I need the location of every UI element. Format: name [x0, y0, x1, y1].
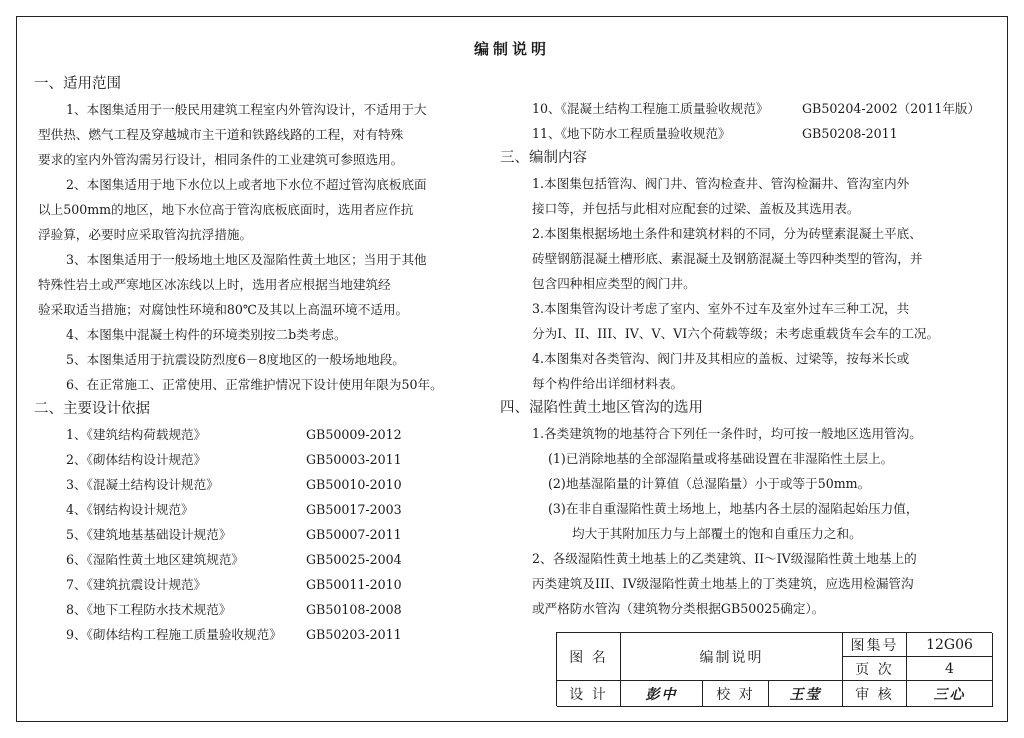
reference-item [34, 522, 489, 547]
design-signature: 彭中 [621, 681, 703, 707]
text-line: 接口等，并包括与此相对应配套的过梁、盖板及其选用表。 [532, 201, 860, 216]
text-line: 分为I、II、III、IV、V、VI六个荷载等级；未考虑重载货车会车的工况。 [532, 326, 940, 341]
reference-name: 5、《建筑地基基础设计规范》 [66, 527, 232, 542]
text-line: 4.本图集对各类管沟、阀门井及其相应的盖板、过梁等，按每米长或 [532, 351, 910, 366]
text-line: (1)已消除地基的全部湿陷量或将基础设置在非湿陷性土层上。 [548, 451, 894, 466]
reference-item [34, 472, 489, 497]
review-signature: 三心 [907, 681, 993, 707]
reference-code: GB50017-2003 [306, 502, 402, 517]
left-column [34, 72, 489, 647]
text-line: 1.本图集包括管沟、阀门井、管沟检查井、管沟检漏井、管沟室内外 [532, 176, 910, 191]
reference-code: GB50010-2010 [306, 477, 402, 492]
text-line: 砖壁钢筋混凝土槽形底、素混凝土及钢筋混凝土等四种类型的管沟，并 [532, 251, 923, 266]
atlas-number-label: 图集号 [843, 633, 907, 657]
text-line: 6、在正常施工、正常使用、正常维护情况下设计使用年限为50年。 [66, 377, 443, 392]
reference-name: 3、《混凝土结构设计规范》 [66, 477, 219, 492]
reference-code: GB50108-2008 [306, 602, 402, 617]
text-line: 2、本图集适用于地下水位以上或者地下水位不超过管沟底板底面 [66, 177, 427, 192]
reference-name: 4、《钢结构设计规范》 [66, 502, 194, 517]
reference-code: GB50203-2011 [306, 627, 402, 642]
reference-item [34, 422, 489, 447]
right-column [500, 96, 990, 621]
reference-item [34, 447, 489, 472]
reference-code: GB50003-2011 [306, 452, 402, 467]
reference-name: 1、《建筑结构荷载规范》 [66, 427, 207, 442]
page-label: 页 次 [843, 657, 907, 681]
reference-name: 10、《混凝土结构工程施工质量验收规范》 [532, 101, 769, 116]
page-title: 编制说明 [473, 40, 550, 58]
text-line: 3.本图集管沟设计考虑了室内、室外不过车及室外过车三种工况，共 [532, 301, 910, 316]
text-line: (3)在非自重湿陷性黄土场地上，地基内各土层的湿陷起始压力值， [548, 501, 919, 516]
page-number: 4 [907, 657, 993, 681]
reference-name: 6、《湿陷性黄土地区建筑规范》 [66, 552, 245, 567]
basis-refs-continued [500, 96, 990, 146]
text-line: 包含四种相应类型的阀门井。 [532, 276, 696, 291]
review-label: 审 核 [843, 681, 907, 707]
text-line: 或严格防水管沟（建筑物分类根据GB50025确定）。 [532, 601, 825, 616]
section-heading-scope: 一、适用范围 [34, 76, 121, 92]
drawing-name: 编制说明 [621, 633, 843, 681]
section-heading-content: 三、编制内容 [500, 150, 587, 166]
section-heading-loess: 四、湿陷性黄土地区管沟的选用 [500, 400, 703, 416]
scope-lines [34, 97, 489, 397]
text-line: 4、本图集中混凝土构件的环境类别按二b类考虑。 [66, 327, 347, 342]
text-line: 5、本图集适用于抗震设防烈度6－8度地区的一般场地地段。 [66, 352, 405, 367]
reference-item [34, 547, 489, 572]
reference-item [500, 121, 990, 146]
text-line: 以上500mm的地区，地下水位高于管沟底板底面时，选用者应作抗 [38, 202, 414, 217]
text-line: 2、各级湿陷性黄土地基上的乙类建筑、II～IV级湿陷性黄土地基上的 [532, 551, 917, 566]
reference-code: GB50011-2010 [306, 577, 402, 592]
text-line: 浮验算，必要时应采取管沟抗浮措施。 [38, 227, 253, 242]
text-line: 2.本图集根据场地土条件和建筑材料的不同，分为砖壁素混凝土平底、 [532, 226, 922, 241]
text-line: 特殊性岩土或严寒地区冰冻线以上时，选用者应根据当地建筑经 [38, 277, 391, 292]
text-line: 每个构件给出详细材料表。 [532, 376, 684, 391]
atlas-number: 12G06 [907, 633, 993, 657]
loess-lines [500, 421, 990, 621]
text-line: 1、本图集适用于一般民用建筑工程室内外管沟设计，不适用于大 [66, 102, 427, 117]
basis-refs [34, 422, 489, 647]
drawing-name-label: 图 名 [557, 633, 621, 681]
reference-code: GB50025-2004 [306, 552, 402, 567]
design-label: 设 计 [557, 681, 621, 707]
reference-name: 2、《砌体结构设计规范》 [66, 452, 207, 467]
reference-code: GB50009-2012 [306, 427, 402, 442]
reference-item [34, 497, 489, 522]
title-block [556, 632, 992, 706]
text-line: 1.各类建筑物的地基符合下列任一条件时，均可按一般地区选用管沟。 [532, 426, 922, 441]
text-line: 均大于其附加压力与上部覆土的饱和自重压力之和。 [572, 526, 862, 541]
reference-name: 9、《砌体结构工程施工质量验收规范》 [66, 627, 282, 642]
reference-item [34, 572, 489, 597]
text-line: 要求的室内外管沟需另行设计，相同条件的工业建筑可参照选用。 [38, 152, 404, 167]
reference-name: 11、《地下防水工程质量验收规范》 [532, 126, 731, 141]
reference-item [34, 597, 489, 622]
text-line: 型供热、燃气工程及穿越城市主干道和铁路线路的工程，对有特殊 [38, 127, 404, 142]
reference-code: GB50204-2002（2011年版） [802, 101, 981, 116]
reference-item [500, 96, 990, 121]
text-line: 3、本图集适用于一般场地土地区及湿陷性黄土地区；当用于其他 [66, 252, 427, 267]
reference-code: GB50007-2011 [306, 527, 402, 542]
check-signature: 王莹 [769, 681, 843, 707]
content-lines [500, 171, 990, 396]
check-label: 校 对 [703, 681, 769, 707]
text-line: (2)地基湿陷量的计算值（总湿陷量）小于或等于50mm。 [548, 476, 871, 491]
reference-name: 8、《地下工程防水技术规范》 [66, 602, 232, 617]
reference-code: GB50208-2011 [802, 126, 898, 141]
section-heading-basis: 二、主要设计依据 [34, 401, 150, 417]
reference-name: 7、《建筑抗震设计规范》 [66, 577, 207, 592]
reference-item [34, 622, 489, 647]
text-line: 验采取适当措施；对腐蚀性环境和80℃及其以上高温环境不适用。 [38, 302, 409, 317]
text-line: 丙类建筑及III、IV级湿陷性黄土地基上的丁类建筑，应选用检漏管沟 [532, 576, 914, 591]
